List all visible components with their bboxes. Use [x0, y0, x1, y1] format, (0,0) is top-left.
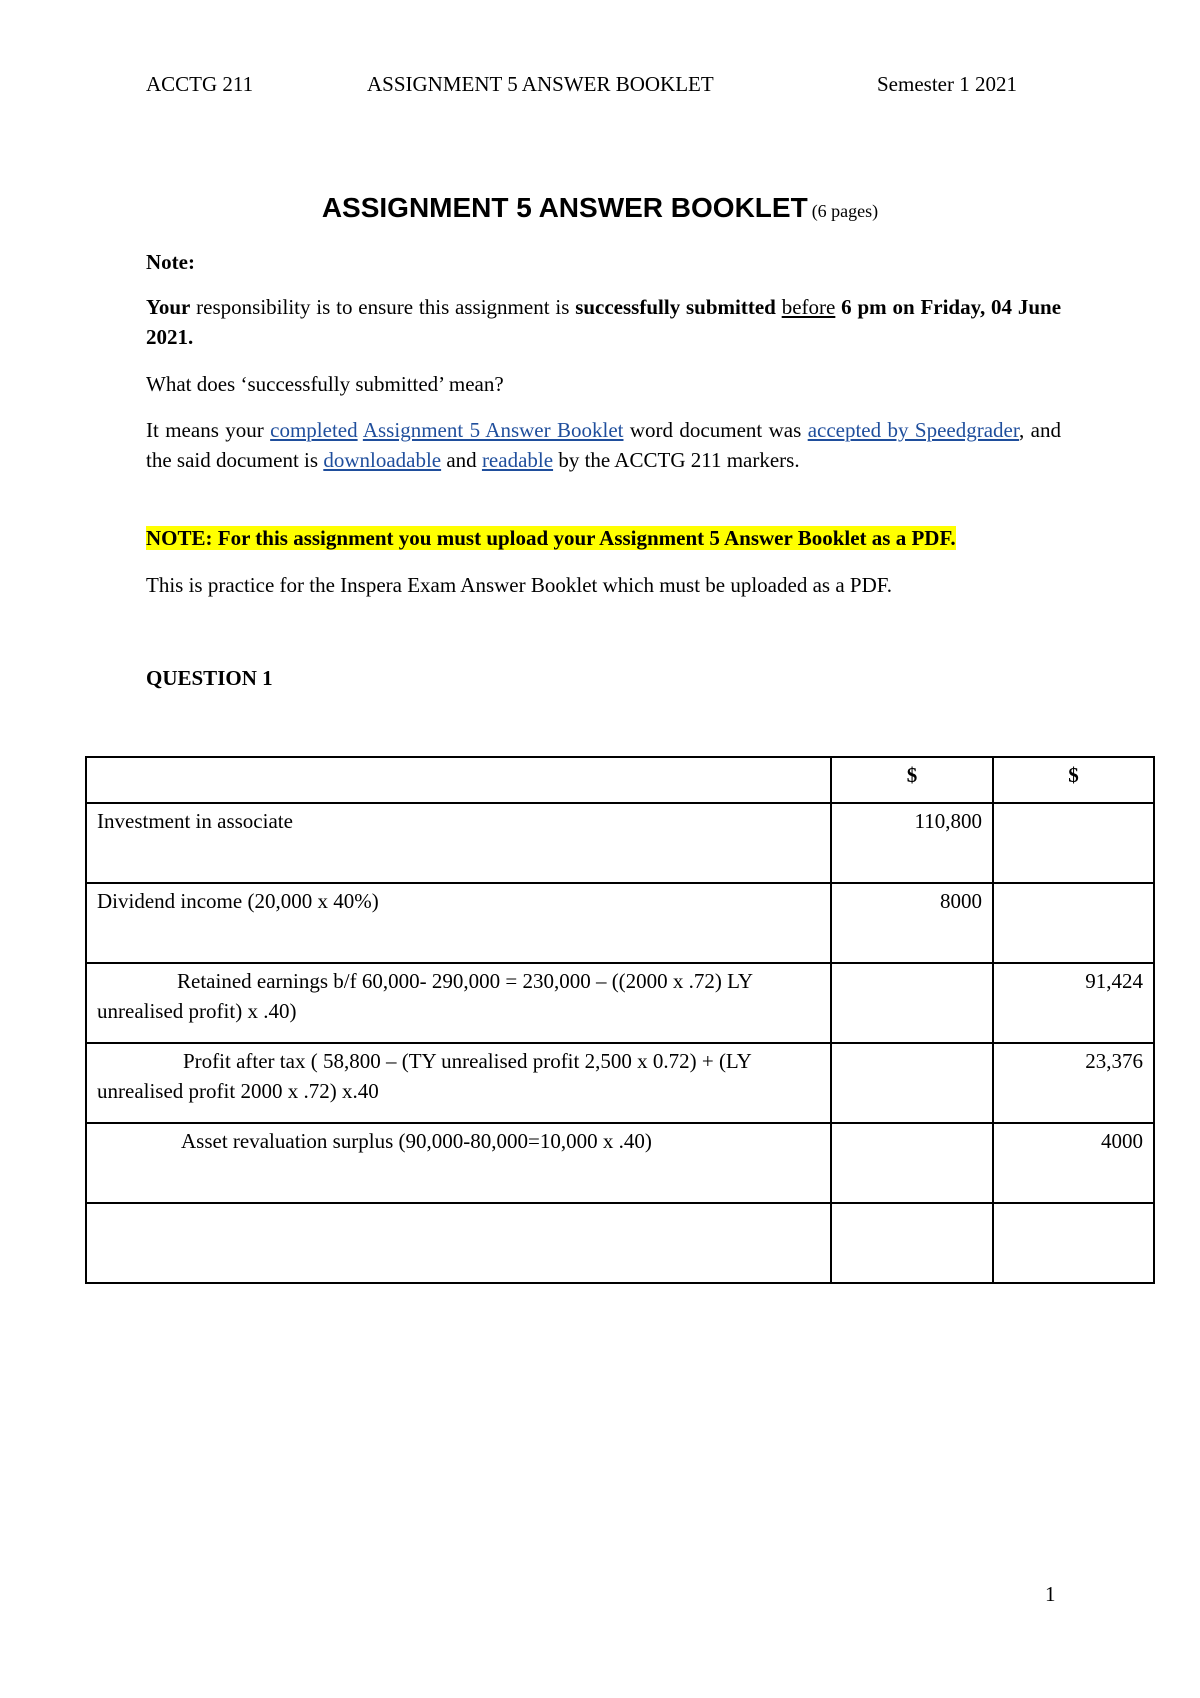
question-heading: QUESTION 1: [146, 666, 273, 690]
resp-your: Your: [146, 295, 191, 319]
table-row: [86, 1043, 1154, 1123]
running-header: [0, 72, 1200, 102]
row-desc: Dividend income (20,000 x 40%): [86, 883, 831, 963]
row-col2: 4000: [993, 1123, 1154, 1203]
meaning-text-5: and: [441, 448, 482, 472]
link-assignment-booklet[interactable]: Assignment 5 Answer Booklet: [362, 418, 624, 442]
document-title: [0, 192, 1200, 224]
resp-text-1: responsibility is to ensure this assignment is: [190, 295, 576, 319]
row-col1: 110,800: [831, 803, 993, 883]
row-col2: [993, 803, 1154, 883]
resp-deadline: 6 pm on Friday, 04 June 2021.: [146, 295, 1062, 349]
row-col1: [831, 1203, 993, 1283]
meaning-text-3: word document was: [623, 418, 808, 442]
header-title: ASSIGNMENT 5 ANSWER BOOKLET: [367, 72, 714, 96]
link-downloadable[interactable]: downloadable: [323, 448, 442, 472]
row-col2: [993, 1203, 1154, 1283]
responsibility-paragraph: [146, 292, 1061, 352]
practice-note: This is practice for the Inspera Exam Answer Booklet which must be uploaded as a PDF.: [146, 573, 892, 597]
table-row: [86, 883, 1154, 963]
table-row: [86, 963, 1154, 1043]
header-cell-col1: $: [831, 757, 993, 803]
row-col1: 8000: [831, 883, 993, 963]
question-1-table: [85, 756, 1155, 1284]
pdf-note-highlight: NOTE: For this assignment you must upload your Assignment 5 Answer Booklet as a PDF.: [146, 526, 956, 550]
pdf-note: [146, 523, 1061, 553]
resp-before: before: [781, 295, 836, 319]
page-number: 1: [1045, 1582, 1056, 1606]
table-row: [86, 1123, 1154, 1203]
row-col2: [993, 883, 1154, 963]
header-semester: Semester 1 2021: [877, 72, 1017, 96]
link-completed[interactable]: completed: [270, 418, 358, 442]
row-col1: [831, 1123, 993, 1203]
row-desc: [86, 1203, 831, 1283]
table-row: [86, 803, 1154, 883]
row-col2: 91,424: [993, 963, 1154, 1043]
meaning-paragraph: [146, 415, 1061, 475]
meaning-text-4: , and the said document is: [146, 418, 1061, 472]
document-title-pages: (6 pages): [811, 201, 879, 221]
table-row: [86, 1203, 1154, 1283]
meaning-text-1: It means your: [146, 418, 271, 442]
link-readable[interactable]: readable: [481, 448, 554, 472]
document-title-main: ASSIGNMENT 5 ANSWER BOOKLET: [321, 192, 808, 223]
header-cell-col2: $: [993, 757, 1154, 803]
link-accepted-by-speedgrader[interactable]: accepted by Speedgrader: [807, 418, 1020, 442]
row-desc: Retained earnings b/f 60,000- 290,000 = 230,000 – ((2000 x .72) LY unrealised profit) x .40): [86, 963, 831, 1043]
row-desc: Asset revaluation surplus (90,000-80,000=10,000 x .40): [86, 1123, 831, 1203]
row-col1: [831, 963, 993, 1043]
row-col2: 23,376: [993, 1043, 1154, 1123]
note-label: Note:: [146, 250, 195, 274]
question-text: What does ‘successfully submitted’ mean?: [146, 372, 504, 396]
row-desc: Investment in associate: [86, 803, 831, 883]
meaning-text-6: by the ACCTG 211 markers.: [553, 448, 800, 472]
header-cell-desc: [86, 757, 831, 803]
table-header-row: [86, 757, 1154, 803]
row-col1: [831, 1043, 993, 1123]
row-desc: Profit after tax ( 58,800 – (TY unrealised profit 2,500 x 0.72) + (LY unrealised profit 2000 x .72) x.40: [86, 1043, 831, 1123]
header-course: ACCTG 211: [146, 72, 254, 96]
resp-successfully-submitted: successfully submitted: [575, 295, 776, 319]
